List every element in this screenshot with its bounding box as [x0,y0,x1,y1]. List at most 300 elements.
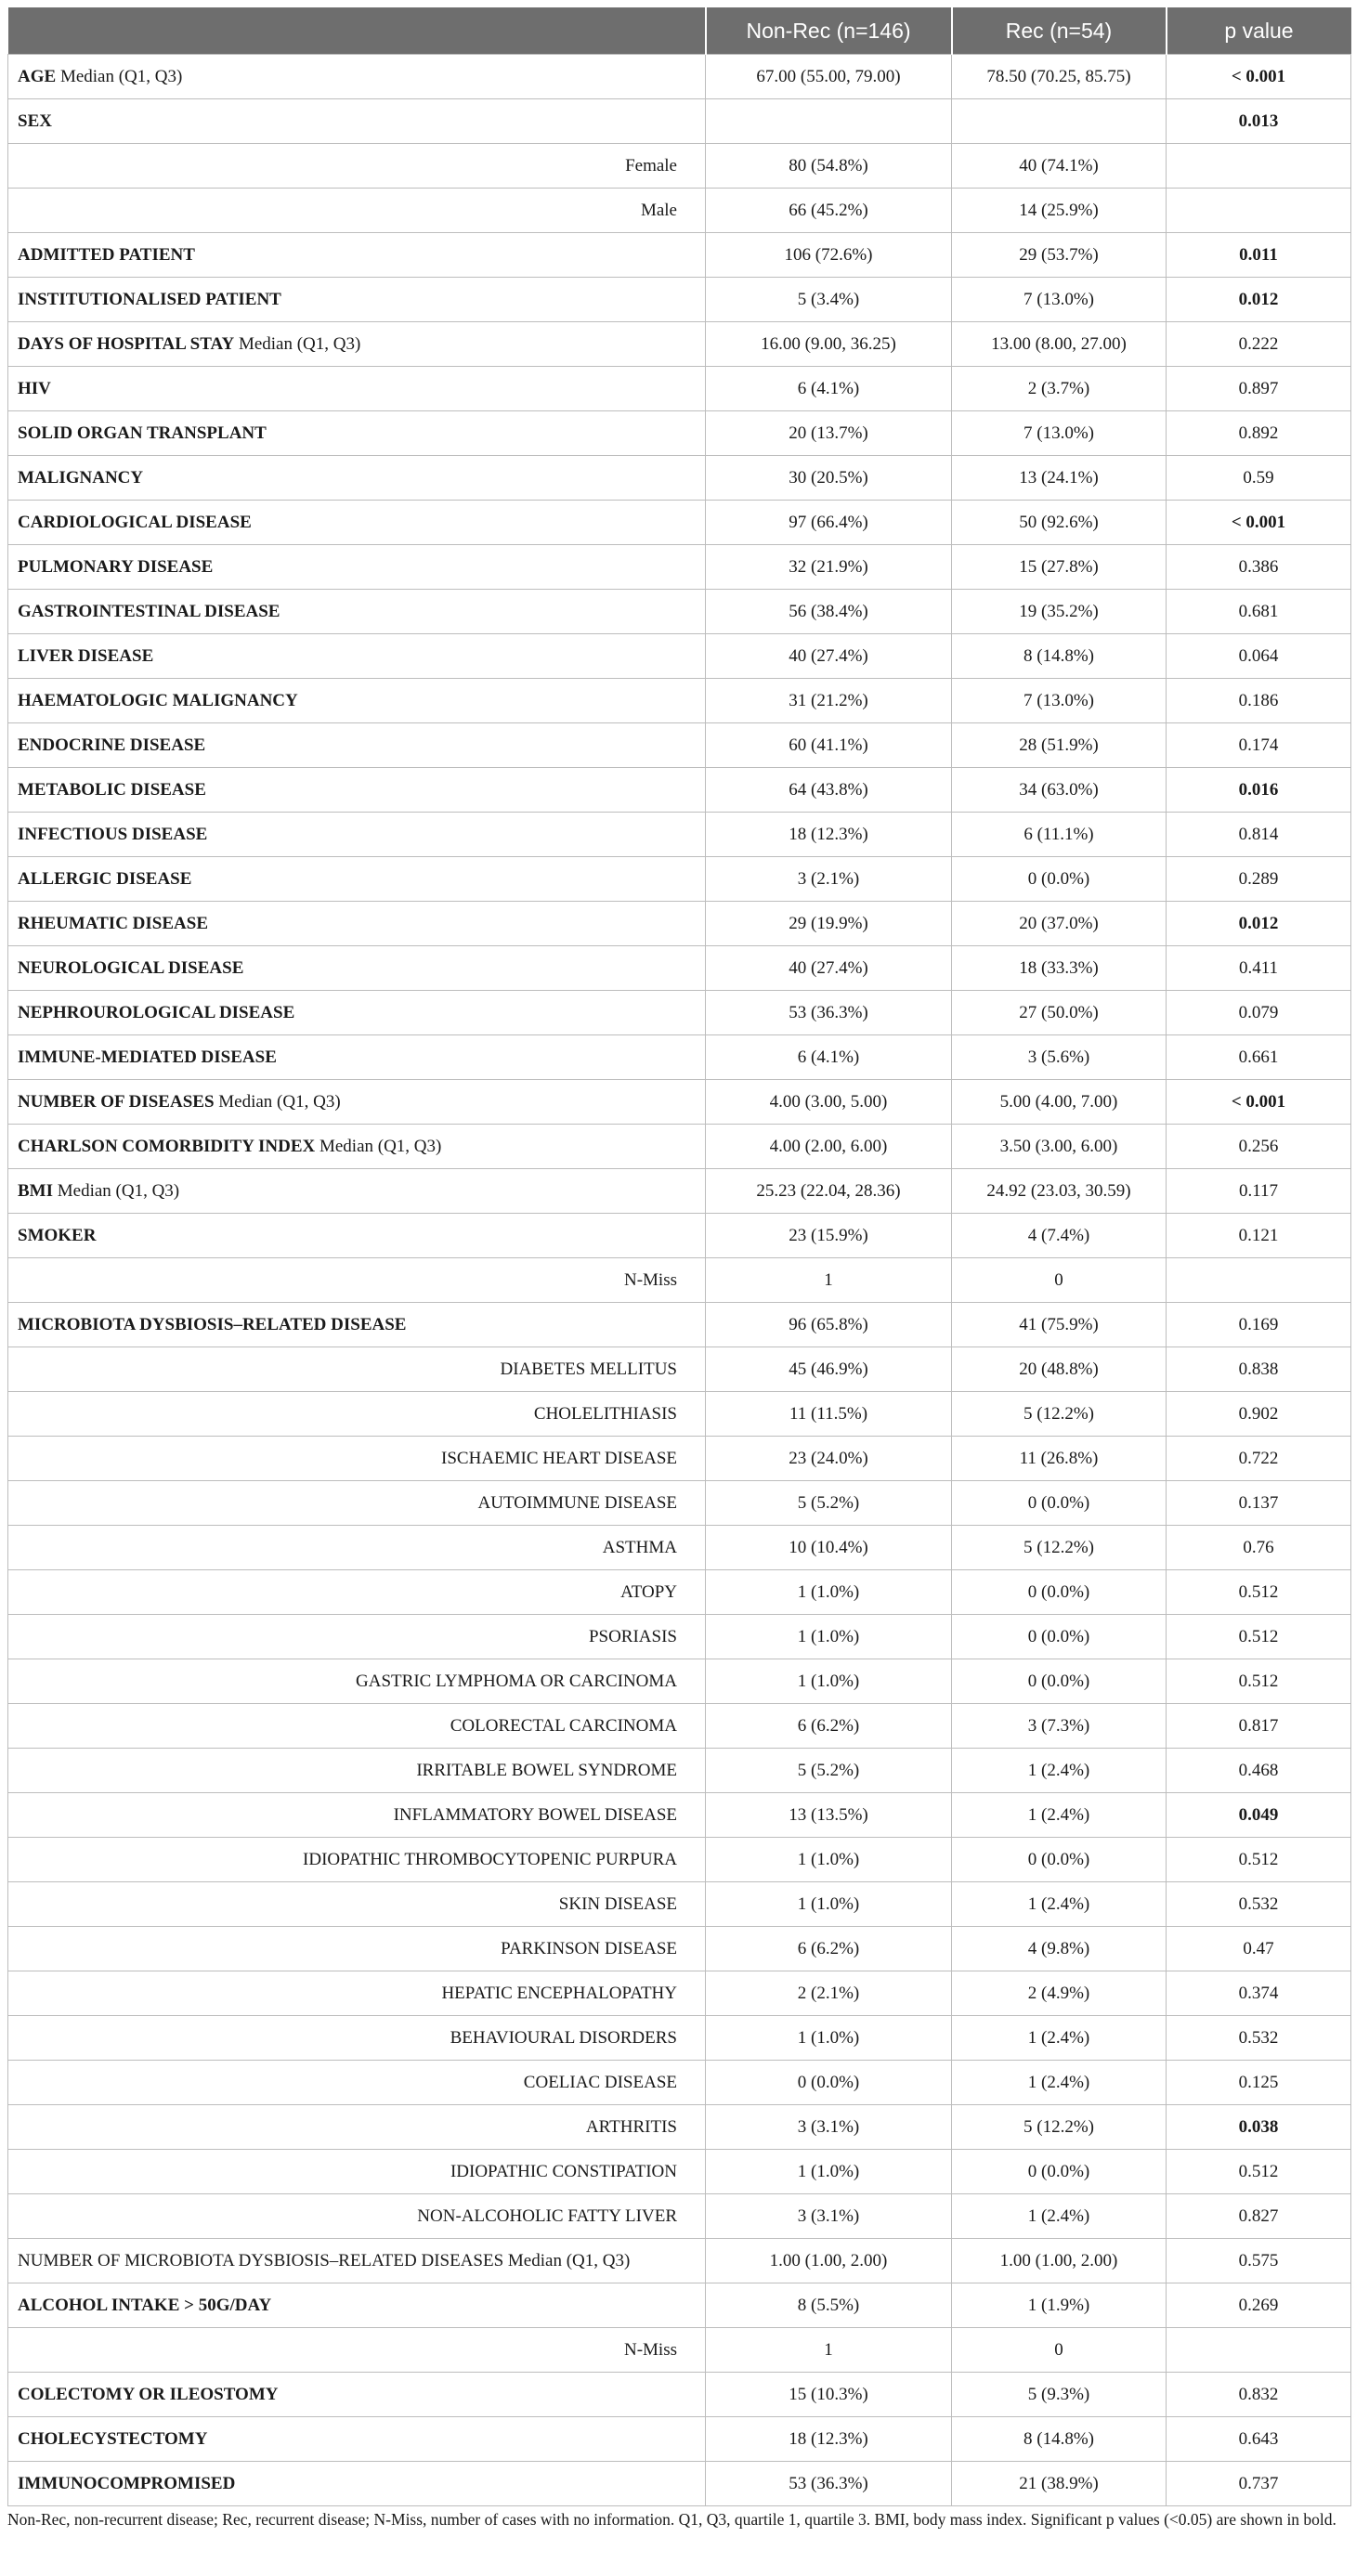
cell-nonrec: 45 (46.9%) [706,1347,952,1392]
cell-nonrec: 20 (13.7%) [706,411,952,456]
cell-p-value: 0.117 [1167,1169,1351,1214]
cell-nonrec: 32 (21.9%) [706,545,952,590]
table-row [8,1080,1351,1125]
row-label [8,1971,706,2016]
row-label-text: N-Miss [623,2339,677,2360]
table-row [8,278,1351,322]
row-label [8,2150,706,2194]
cell-p-value: 0.269 [1167,2283,1351,2328]
row-label [8,2194,706,2239]
row-label-text: ISCHAEMIC HEART DISEASE [441,1448,677,1468]
row-label [8,946,706,991]
row-label [8,2061,706,2105]
table-row [8,1169,1351,1214]
cell-rec: 14 (25.9%) [952,189,1167,233]
table-row [8,1125,1351,1169]
row-label-text: NUMBER OF DISEASES [18,1091,215,1112]
row-label-text: PARKINSON DISEASE [501,1938,677,1958]
cell-nonrec: 40 (27.4%) [706,634,952,679]
table-row [8,2373,1351,2417]
cell-p-value: 0.512 [1167,1838,1351,1882]
cell-p-value: 0.137 [1167,1481,1351,1526]
row-label-text: Female [625,155,677,176]
row-label-text: COLECTOMY OR ILEOSTOMY [18,2384,279,2404]
cell-p-value: 0.174 [1167,723,1351,768]
cell-p-value: 0.064 [1167,634,1351,679]
cell-nonrec: 6 (6.2%) [706,1704,952,1749]
row-label [8,1927,706,1971]
row-label-suffix: Median (Q1, Q3) [319,1136,442,1156]
row-label [8,723,706,768]
cell-p-value: 0.47 [1167,1927,1351,1971]
cell-nonrec: 80 (54.8%) [706,144,952,189]
row-label-text: SMOKER [18,1225,97,1245]
row-label [8,1615,706,1659]
row-label-text: NON-ALCOHOLIC FATTY LIVER [417,2205,677,2226]
row-label-text: COELIAC DISEASE [523,2072,677,2092]
row-label-text: CARDIOLOGICAL DISEASE [18,512,252,532]
table-row [8,2150,1351,2194]
table-row [8,1214,1351,1258]
row-label [8,1169,706,1214]
cell-rec: 11 (26.8%) [952,1437,1167,1481]
cell-nonrec: 4.00 (2.00, 6.00) [706,1125,952,1169]
cell-p-value: 0.289 [1167,857,1351,902]
table-row [8,679,1351,723]
row-label [8,2283,706,2328]
table-row [8,991,1351,1035]
cell-rec: 0 (0.0%) [952,2150,1167,2194]
cell-p-value: 0.468 [1167,1749,1351,1793]
cell-rec: 28 (51.9%) [952,723,1167,768]
cell-rec: 0 [952,1258,1167,1303]
cell-rec: 24.92 (23.03, 30.59) [952,1169,1167,1214]
row-label [8,2462,706,2506]
table-row [8,501,1351,545]
row-label-text: ASTHMA [602,1537,677,1557]
row-label [8,1080,706,1125]
cell-nonrec: 16.00 (9.00, 36.25) [706,322,952,367]
cell-rec: 4 (9.8%) [952,1927,1167,1971]
cell-nonrec: 31 (21.2%) [706,679,952,723]
cell-nonrec: 6 (6.2%) [706,1927,952,1971]
row-label [8,1659,706,1704]
row-label [8,679,706,723]
table-row [8,813,1351,857]
row-label [8,144,706,189]
row-label-text: SEX [18,111,52,131]
cell-p-value [1167,144,1351,189]
cell-rec: 7 (13.0%) [952,278,1167,322]
row-label-text: LIVER DISEASE [18,645,154,666]
table-row [8,590,1351,634]
table-row [8,322,1351,367]
cell-nonrec: 5 (5.2%) [706,1481,952,1526]
cell-nonrec: 60 (41.1%) [706,723,952,768]
cell-nonrec: 3 (2.1%) [706,857,952,902]
cell-nonrec: 23 (24.0%) [706,1437,952,1481]
table-row [8,1882,1351,1927]
cell-nonrec [706,99,952,144]
row-label-text: NEUROLOGICAL DISEASE [18,957,244,978]
row-label [8,1793,706,1838]
cell-rec: 41 (75.9%) [952,1303,1167,1347]
cell-p-value: 0.832 [1167,2373,1351,2417]
row-label [8,1258,706,1303]
cell-nonrec: 6 (4.1%) [706,1035,952,1080]
cell-p-value: 0.011 [1167,233,1351,278]
row-label-text: MICROBIOTA DYSBIOSIS–RELATED DISEASE [18,1314,407,1334]
cell-rec: 7 (13.0%) [952,679,1167,723]
cell-rec: 0 (0.0%) [952,1481,1167,1526]
row-label-text: HEPATIC ENCEPHALOPATHY [441,1983,677,2003]
table-row [8,1392,1351,1437]
cell-rec: 2 (4.9%) [952,1971,1167,2016]
table-row [8,1793,1351,1838]
cell-nonrec: 96 (65.8%) [706,1303,952,1347]
cell-rec: 27 (50.0%) [952,991,1167,1035]
row-label-text: NEPHROUROLOGICAL DISEASE [18,1002,295,1022]
table-row [8,723,1351,768]
cell-rec: 78.50 (70.25, 85.75) [952,55,1167,99]
cell-p-value: 0.013 [1167,99,1351,144]
cell-nonrec: 0 (0.0%) [706,2061,952,2105]
cell-rec: 0 (0.0%) [952,1570,1167,1615]
cell-p-value: 0.892 [1167,411,1351,456]
cell-rec: 19 (35.2%) [952,590,1167,634]
row-label [8,1437,706,1481]
table-row [8,1303,1351,1347]
row-label [8,367,706,411]
cell-nonrec: 29 (19.9%) [706,902,952,946]
row-label [8,813,706,857]
row-label [8,322,706,367]
row-label-text: HIV [18,378,51,398]
row-label-text: PSORIASIS [588,1626,677,1646]
table-row [8,1258,1351,1303]
cell-rec: 34 (63.0%) [952,768,1167,813]
row-label [8,1704,706,1749]
row-label-text: IRRITABLE BOWEL SYNDROME [416,1760,677,1780]
cell-nonrec: 1 [706,2328,952,2373]
row-label [8,55,706,99]
cell-nonrec: 18 (12.3%) [706,2417,952,2462]
cell-nonrec: 13 (13.5%) [706,1793,952,1838]
table-row [8,55,1351,99]
row-label-text: PULMONARY DISEASE [18,556,214,577]
cell-p-value: 0.532 [1167,1882,1351,1927]
row-label [8,1347,706,1392]
cell-nonrec: 97 (66.4%) [706,501,952,545]
cell-rec: 0 [952,2328,1167,2373]
table-row [8,1570,1351,1615]
cell-rec: 15 (27.8%) [952,545,1167,590]
cell-rec: 29 (53.7%) [952,233,1167,278]
row-label-suffix: Median (Q1, Q3) [238,333,361,354]
row-label-text: ENDOCRINE DISEASE [18,735,206,755]
table-row [8,1704,1351,1749]
header-rec: Rec (n=54) [952,7,1167,55]
cell-p-value: 0.737 [1167,2462,1351,2506]
cell-p-value: 0.661 [1167,1035,1351,1080]
cell-nonrec: 8 (5.5%) [706,2283,952,2328]
table-row [8,144,1351,189]
row-label-text: SOLID ORGAN TRANSPLANT [18,423,267,443]
row-label [8,1570,706,1615]
row-label [8,545,706,590]
cell-p-value: 0.575 [1167,2239,1351,2283]
cell-rec: 13.00 (8.00, 27.00) [952,322,1167,367]
row-label [8,1526,706,1570]
cell-p-value: 0.814 [1167,813,1351,857]
row-label-text: INSTITUTIONALISED PATIENT [18,289,281,309]
row-label-suffix: Median (Q1, Q3) [57,1180,180,1201]
cell-p-value: 0.512 [1167,1615,1351,1659]
cell-p-value: 0.016 [1167,768,1351,813]
cell-nonrec: 11 (11.5%) [706,1392,952,1437]
table-row [8,456,1351,501]
cell-rec: 18 (33.3%) [952,946,1167,991]
cell-nonrec: 5 (5.2%) [706,1749,952,1793]
cell-p-value: < 0.001 [1167,501,1351,545]
table-row [8,1749,1351,1793]
cell-p-value: 0.59 [1167,456,1351,501]
row-label [8,278,706,322]
row-label [8,2016,706,2061]
cell-p-value: 0.512 [1167,1570,1351,1615]
row-label-text: ADMITTED PATIENT [18,244,195,265]
cell-p-value: 0.902 [1167,1392,1351,1437]
cell-p-value: 0.512 [1167,1659,1351,1704]
row-label-text: AUTOIMMUNE DISEASE [477,1492,677,1513]
table-row [8,634,1351,679]
cell-nonrec: 66 (45.2%) [706,189,952,233]
cell-p-value: 0.049 [1167,1793,1351,1838]
table-footnote: Non-Rec, non-recurrent disease; Rec, recurrent disease; N-Miss, number of cases with no information. Q1, Q3, quartile 1, quartile 3. BMI, body mass index. Significant p values (<0.05) are shown in bold. [7,2510,1336,2529]
header-nonrec: Non-Rec (n=146) [706,7,952,55]
row-label-text: GASTRIC LYMPHOMA OR CARCINOMA [356,1671,677,1691]
cell-rec: 5 (12.2%) [952,1392,1167,1437]
cell-rec: 40 (74.1%) [952,144,1167,189]
cell-nonrec: 1 (1.0%) [706,1615,952,1659]
cell-rec: 5 (12.2%) [952,2105,1167,2150]
table-row [8,1659,1351,1704]
row-label [8,634,706,679]
row-label-text: SKIN DISEASE [558,1893,677,1914]
cell-nonrec: 6 (4.1%) [706,367,952,411]
cell-nonrec: 30 (20.5%) [706,456,952,501]
row-label-suffix: Median (Q1, Q3) [59,66,183,86]
cell-rec: 50 (92.6%) [952,501,1167,545]
cell-nonrec: 1 (1.0%) [706,1882,952,1927]
cell-p-value: 0.012 [1167,278,1351,322]
cell-p-value: 0.374 [1167,1971,1351,2016]
cell-nonrec: 4.00 (3.00, 5.00) [706,1080,952,1125]
table-row [8,2328,1351,2373]
row-label-text: CHARLSON COMORBIDITY INDEX [18,1136,316,1156]
baseline-characteristics-table [7,7,1351,2506]
cell-p-value: < 0.001 [1167,55,1351,99]
cell-rec: 5.00 (4.00, 7.00) [952,1080,1167,1125]
cell-rec: 13 (24.1%) [952,456,1167,501]
table-row [8,2462,1351,2506]
cell-nonrec: 67.00 (55.00, 79.00) [706,55,952,99]
cell-nonrec: 18 (12.3%) [706,813,952,857]
cell-nonrec: 10 (10.4%) [706,1526,952,1570]
cell-p-value: 0.827 [1167,2194,1351,2239]
row-label [8,233,706,278]
table-row [8,2061,1351,2105]
cell-p-value: 0.512 [1167,2150,1351,2194]
row-label-text: ARTHRITIS [585,2116,677,2137]
cell-p-value [1167,1258,1351,1303]
table-row [8,189,1351,233]
table-container [7,7,1349,2506]
cell-rec: 1 (2.4%) [952,1882,1167,1927]
table-row [8,946,1351,991]
cell-p-value: 0.411 [1167,946,1351,991]
cell-rec [952,99,1167,144]
row-label-text: AGE [18,66,57,86]
row-label [8,1749,706,1793]
cell-rec: 0 (0.0%) [952,1659,1167,1704]
row-label-text: COLORECTAL CARCINOMA [450,1715,677,1736]
row-label [8,501,706,545]
table-row [8,545,1351,590]
cell-rec: 5 (9.3%) [952,2373,1167,2417]
table-row [8,2417,1351,2462]
table-row [8,1481,1351,1526]
row-label-text: CHOLELITHIASIS [533,1403,677,1424]
cell-p-value: 0.222 [1167,322,1351,367]
table-row [8,1971,1351,2016]
row-label [8,2417,706,2462]
cell-p-value: 0.76 [1167,1526,1351,1570]
row-label-text: IDIOPATHIC CONSTIPATION [450,2161,677,2181]
cell-p-value: 0.722 [1167,1437,1351,1481]
row-label [8,99,706,144]
cell-rec: 3 (5.6%) [952,1035,1167,1080]
table-row [8,1838,1351,1882]
cell-nonrec: 15 (10.3%) [706,2373,952,2417]
row-label-text: GASTROINTESTINAL DISEASE [18,601,280,621]
cell-rec: 8 (14.8%) [952,2417,1167,2462]
cell-nonrec: 1 (1.0%) [706,1838,952,1882]
row-label-text: INFLAMMATORY BOWEL DISEASE [393,1804,677,1825]
row-label [8,590,706,634]
cell-rec: 2 (3.7%) [952,367,1167,411]
cell-rec: 3 (7.3%) [952,1704,1167,1749]
cell-p-value: 0.838 [1167,1347,1351,1392]
row-label-text: IMMUNOCOMPROMISED [18,2473,236,2493]
row-label-text: RHEUMATIC DISEASE [18,913,208,933]
row-label [8,1882,706,1927]
cell-nonrec: 40 (27.4%) [706,946,952,991]
cell-rec: 1.00 (1.00, 2.00) [952,2239,1167,2283]
row-label-text: BMI [18,1180,53,1201]
table-row [8,2194,1351,2239]
row-label-suffix: Median (Q1, Q3) [218,1091,341,1112]
cell-p-value [1167,2328,1351,2373]
row-label-text: DAYS OF HOSPITAL STAY [18,333,235,354]
table-body [8,55,1351,2506]
row-label [8,2373,706,2417]
row-label [8,1214,706,1258]
cell-rec: 1 (2.4%) [952,2061,1167,2105]
cell-nonrec: 53 (36.3%) [706,2462,952,2506]
cell-p-value: 0.079 [1167,991,1351,1035]
cell-nonrec: 1 (1.0%) [706,2016,952,2061]
table-row [8,411,1351,456]
row-label [8,1481,706,1526]
cell-nonrec: 1 (1.0%) [706,1659,952,1704]
table-row [8,1437,1351,1481]
row-label [8,991,706,1035]
cell-p-value: < 0.001 [1167,1080,1351,1125]
row-label [8,1125,706,1169]
row-label-text: BEHAVIOURAL DISORDERS [450,2027,677,2048]
table-row [8,2105,1351,2150]
row-label-text: IDIOPATHIC THROMBOCYTOPENIC PURPURA [303,1849,677,1869]
cell-nonrec: 53 (36.3%) [706,991,952,1035]
table-row [8,2239,1351,2283]
cell-rec: 6 (11.1%) [952,813,1167,857]
table-row [8,768,1351,813]
cell-rec: 5 (12.2%) [952,1526,1167,1570]
cell-nonrec: 3 (3.1%) [706,2194,952,2239]
cell-nonrec: 3 (3.1%) [706,2105,952,2150]
cell-rec: 1 (2.4%) [952,1749,1167,1793]
cell-p-value [1167,189,1351,233]
cell-p-value: 0.125 [1167,2061,1351,2105]
table-row [8,1035,1351,1080]
row-label [8,189,706,233]
table-row [8,367,1351,411]
table-row [8,902,1351,946]
cell-nonrec: 106 (72.6%) [706,233,952,278]
table-row [8,1927,1351,1971]
cell-p-value: 0.897 [1167,367,1351,411]
cell-rec: 1 (2.4%) [952,2194,1167,2239]
cell-nonrec: 1 [706,1258,952,1303]
cell-p-value: 0.256 [1167,1125,1351,1169]
header-variable [8,7,706,55]
row-label [8,857,706,902]
row-label-text: METABOLIC DISEASE [18,779,206,800]
row-label [8,768,706,813]
cell-rec: 1 (2.4%) [952,1793,1167,1838]
row-label-text: Male [640,200,677,220]
row-label [8,2239,706,2283]
table-header [8,7,1351,55]
table-row [8,99,1351,144]
row-label-text: NUMBER OF MICROBIOTA DYSBIOSIS–RELATED DISEASES Median (Q1, Q3) [18,2250,631,2270]
table-row [8,2016,1351,2061]
table-row [8,1526,1351,1570]
cell-nonrec: 64 (43.8%) [706,768,952,813]
cell-rec: 8 (14.8%) [952,634,1167,679]
cell-nonrec: 25.23 (22.04, 28.36) [706,1169,952,1214]
cell-rec: 20 (37.0%) [952,902,1167,946]
row-label-text: DIABETES MELLITUS [500,1359,677,1379]
cell-rec: 0 (0.0%) [952,857,1167,902]
cell-nonrec: 5 (3.4%) [706,278,952,322]
row-label-text: N-Miss [623,1269,677,1290]
row-label-text: INFECTIOUS DISEASE [18,824,208,844]
cell-rec: 21 (38.9%) [952,2462,1167,2506]
row-label-text: MALIGNANCY [18,467,144,488]
row-label-text: ALLERGIC DISEASE [18,868,192,889]
